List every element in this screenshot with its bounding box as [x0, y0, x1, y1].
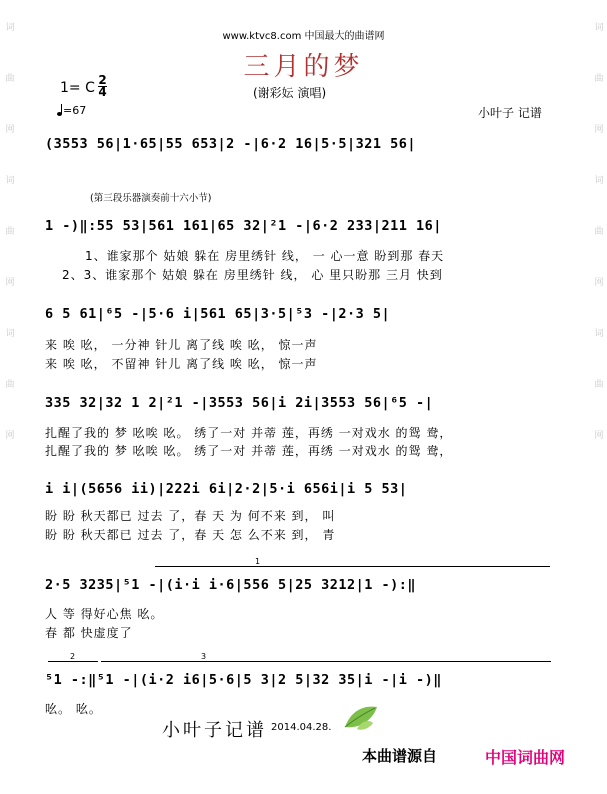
performance-note: (第三段乐器演奏前十六小节): [90, 193, 212, 204]
lyric-line-6a: 人 等 得好心焦 吆。: [45, 607, 164, 621]
watermark-char: 词: [3, 22, 14, 35]
second-ending-bracket: [48, 652, 98, 662]
meter-bottom: 4: [98, 85, 107, 99]
lyric-line-5a: 盼 盼 秋天都已 过去 了，春 天 为 何不来 到， 叫: [45, 509, 336, 523]
lyric-line-7: 吆。 吆。: [45, 702, 102, 716]
volta-label: 3: [201, 652, 207, 661]
score-line-6: 2·5 3235|⁵1 -|(i·i i·6|556 5|25 3212|1 -):‖: [45, 577, 416, 593]
signature-date: 2014.04.28.: [271, 722, 332, 733]
singer-credit: (谢彩妘 演唱): [253, 86, 327, 100]
lyric-line-4b: 扎醒了我的 梦 吆唉 吆。 绣了一对 并蒂 莲，再绣 一对戏水 的鸳 鸯，: [45, 444, 453, 458]
watermark-char: 网: [3, 277, 14, 290]
key-signature: 1= C: [60, 80, 95, 96]
watermark-char: 词: [592, 328, 603, 341]
source-label: 本曲谱源自: [362, 747, 438, 765]
signature: 小叶子记谱: [162, 720, 267, 741]
lyric-line-3b: 来 唉 吆， 不留神 针儿 离了线 唉 吆， 惊一声: [45, 357, 318, 371]
watermark-char: 曲: [3, 73, 14, 86]
lyric-line-2a: 1、谁家那个 姑娘 躲在 房里绣针 线， 一 心一意 盼到那 春天: [85, 249, 445, 263]
watermark-char: 网: [592, 124, 603, 137]
tempo-value: =67: [63, 104, 87, 117]
watermark-char: 词: [592, 175, 603, 188]
volta-label: 2: [70, 652, 76, 661]
volta-label: 1: [255, 557, 261, 566]
watermark-char: 词: [592, 22, 603, 35]
score-line-4: 335 32|32 1 2|²1 -|3553 56|i 2i|3553 56|⁶5 -|: [45, 395, 434, 411]
score-line-5: i i|(5656 ii)|222i 6i|2·2|5·i 656i|i 5 53|: [45, 481, 408, 497]
meter-top: 2: [98, 73, 107, 87]
watermark-char: 网: [592, 430, 603, 443]
watermark-char: 网: [3, 430, 14, 443]
watermark-char: 曲: [592, 379, 603, 392]
arranger-credit: 小叶子 记谱: [478, 106, 542, 120]
quarter-note-icon: [57, 112, 62, 116]
lyric-line-2b: 2、3、谁家那个 姑娘 躲在 房里绣针 线， 心 里只盼那 三月 快到: [62, 268, 443, 282]
watermark-char: 曲: [3, 379, 14, 392]
right-watermark: [591, 0, 605, 794]
watermark-char: 词: [3, 328, 14, 341]
watermark-char: 网: [3, 124, 14, 137]
watermark-char: 曲: [592, 226, 603, 239]
lyric-line-4a: 扎醒了我的 梦 吆唉 吆。 绣了一对 并蒂 莲，再绣 一对戏水 的鸳 鸯，: [45, 426, 453, 440]
lyric-line-6b: 春 都 快虚度了: [45, 626, 133, 640]
watermark-char: 网: [592, 277, 603, 290]
third-ending-bracket: [101, 652, 551, 662]
leaf-icon: [343, 703, 379, 731]
watermark-char: 曲: [592, 73, 603, 86]
first-ending-bracket: [155, 557, 550, 567]
score-line-1: (3553 56|1·65|55 653|2 -|6·2 16|5·5|321 56|: [45, 136, 416, 152]
tempo-marking: [57, 104, 86, 117]
watermark-char: 词: [3, 175, 14, 188]
time-signature: [98, 75, 107, 98]
score-line-2: 1 -)‖:55 53|561 161|65 32|²1 -|6·2 233|211 16|: [45, 218, 442, 234]
watermark-char: 曲: [3, 226, 14, 239]
score-line-7: ⁵1 -:‖⁵1 -|(i·2 i6|5·6|5 3|2 5|32 35|i -|i -)‖: [45, 672, 442, 688]
site-url: www.ktvc8.com 中国最大的曲谱网: [222, 31, 385, 42]
brand-name: 中国词曲网: [485, 748, 566, 767]
lyric-line-5b: 盼 盼 秋天都已 过去 了，春 天 怎 么不来 到， 青: [45, 528, 336, 542]
left-watermark: [2, 0, 16, 794]
score-line-3: 6 5 61|⁶5 -|5·6 i|561 65|3·5|⁵3 -|2·3 5|: [45, 306, 391, 322]
lyric-line-3a: 来 唉 吆， 一分神 针儿 离了线 唉 吆， 惊一声: [45, 338, 318, 352]
song-title: 三月的梦: [243, 52, 364, 82]
